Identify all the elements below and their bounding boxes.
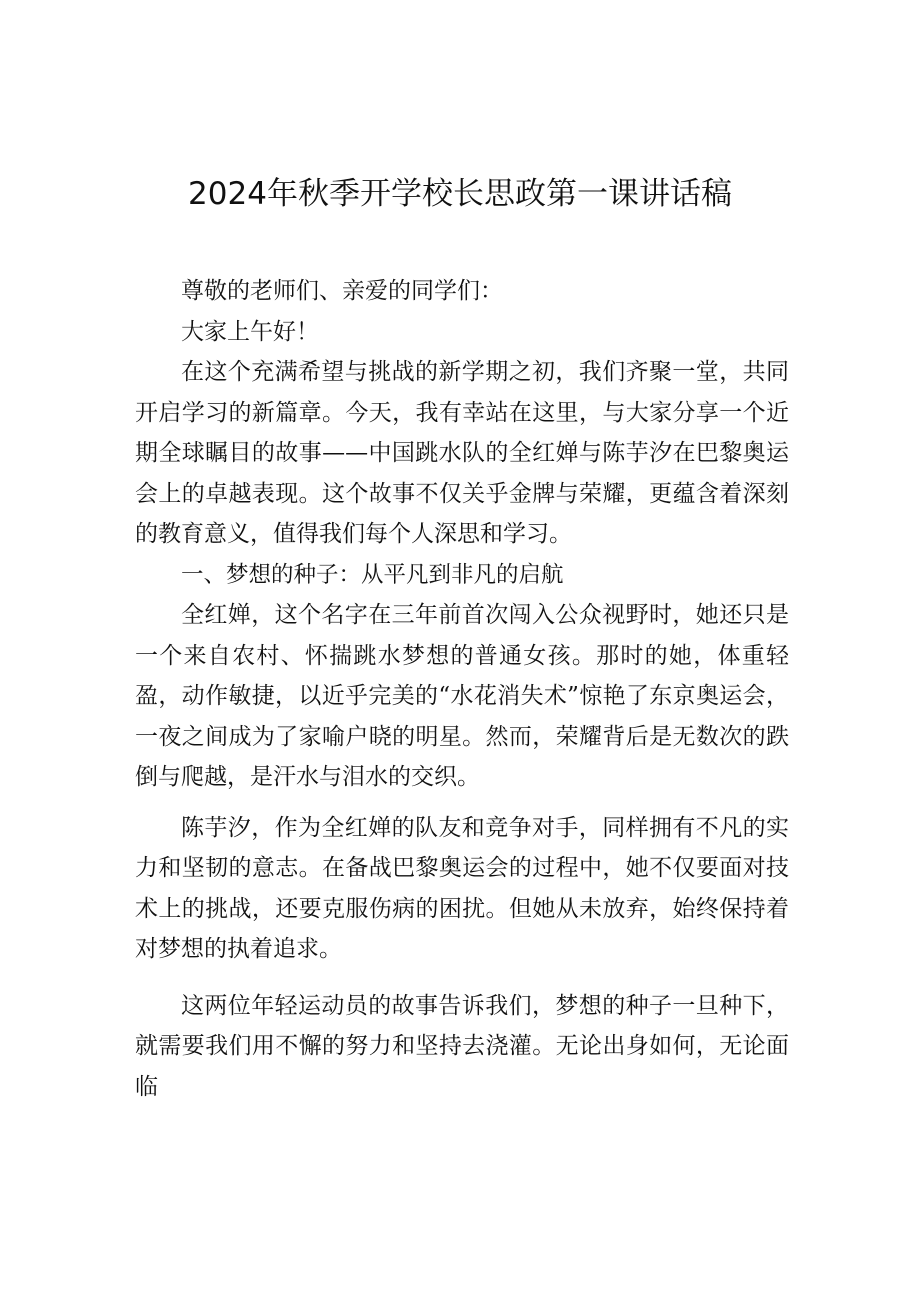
document-title: 2024年秋季开学校长思政第一课讲话稿 <box>188 176 732 212</box>
greeting: 大家上午好！ <box>181 318 319 345</box>
document-body <box>135 271 789 1107</box>
paragraph-4: 这两位年轻运动员的故事告诉我们，梦想的种子一旦种下，就需要我们用不懈的努力和坚持去浇灌。无论出身如何，无论面临 <box>135 992 789 1100</box>
salutation: 尊敬的老师们、亲爱的同学们： <box>181 278 503 304</box>
paragraph-2: 全红婵，这个名字在三年前首次闯入公众视野时，她还只是一个来自农村、怀揣跳水梦想的普通女孩。那时的她，体重轻盈，动作敏捷，以近乎完美的“水花消失术”惊艳了东京奥运会，一夜之间成为了家喻户晓的明星。然而，荣耀背后是无数次的跌倒与爬越，是汗水与泪水的交织。 <box>135 602 789 790</box>
paragraph-1: 在这个充满希望与挑战的新学期之初，我们齐聚一堂，共同开启学习的新篇章。今天，我有幸站在这里，与大家分享一个近期全球瞩目的故事——中国跳水队的全红婵与陈芋汐在巴黎奥运会上的卓越表现。这个故事不仅关乎金牌与荣耀，更蕴含着深刻的教育意义，值得我们每个人深思和学习。 <box>135 359 789 547</box>
paragraph-3: 陈芋汐，作为全红婵的队友和竞争对手，同样拥有不凡的实力和坚韧的意志。在备战巴黎奥运会的过程中，她不仅要面对技术上的挑战，还要克服伤病的困扰。但她从未放弃，始终保持着对梦想的执着追求。 <box>135 814 789 962</box>
section-1-heading: 一、梦想的种子：从平凡到非凡的启航 <box>181 561 564 588</box>
